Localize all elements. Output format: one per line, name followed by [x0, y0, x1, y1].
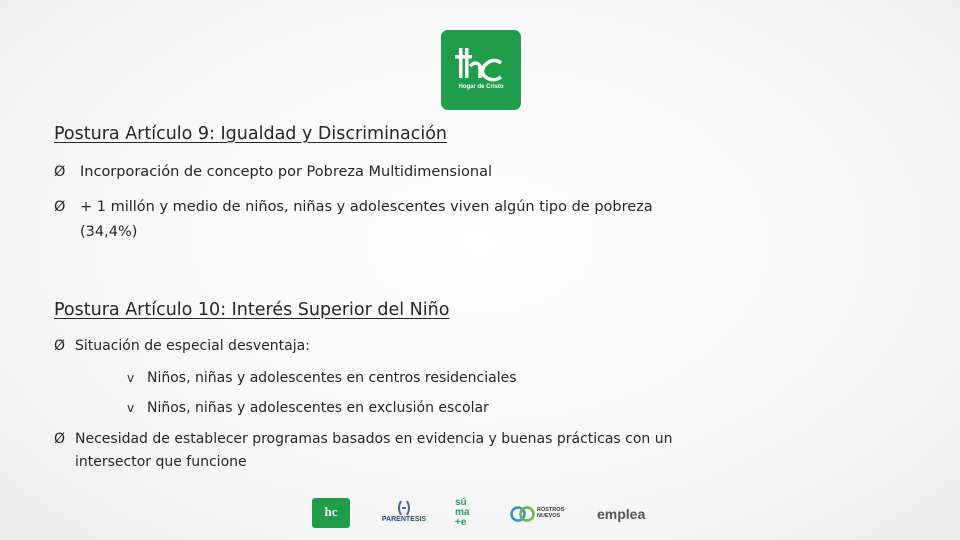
section1-bullet-2 [54, 195, 653, 219]
section2-bullet-2 [54, 427, 673, 451]
footer-logo-hogar-de-cristo: hc [312, 498, 350, 528]
section2-subbullet-1 [127, 366, 517, 390]
footer-logo-emplea: emplea [597, 506, 646, 522]
arrow-bullet-icon: Ø [54, 431, 66, 447]
arrow-bullet-icon: Ø [54, 338, 66, 354]
bullet-text: Niños, niñas y adolescentes en centros residenciales [147, 370, 517, 386]
section2-subbullet-2 [127, 396, 489, 420]
footer-logo-rostros-nuevos: ROSTROS NUEVOS [510, 503, 572, 525]
section1-bullet-2-cont: (34,4%) [80, 224, 138, 240]
logo-caption: Hogar de Cristo [458, 84, 504, 90]
hogar-de-cristo-logo [441, 30, 521, 110]
rostros-nuevos-rings-icon [510, 505, 536, 523]
section2-bullet-2-cont: intersector que funcione [75, 454, 247, 470]
section1-heading: Postura Artículo 9: Igualdad y Discriminación [54, 124, 448, 144]
section1-bullet-1 [54, 160, 492, 184]
section2-bullet-1 [54, 334, 310, 358]
bullet-text: Necesidad de establecer programas basados en evidencia y buenas prácticas con un [75, 431, 673, 447]
arrow-bullet-icon: Ø [54, 199, 66, 215]
diamond-bullet-icon: v [127, 371, 135, 385]
diamond-bullet-icon: v [127, 401, 135, 415]
parentesis-mark-icon [396, 500, 412, 516]
bullet-text: Incorporación de concepto por Pobreza Multidimensional [80, 164, 492, 180]
bullet-text: + 1 millón y medio de niños, niñas y adolescentes viven algún tipo de pobreza [80, 199, 653, 215]
arrow-bullet-icon: Ø [54, 164, 66, 180]
section2-heading: Postura Artículo 10: Interés Superior del Niño [54, 300, 450, 320]
cross-hc-icon [441, 30, 521, 110]
bullet-text: Situación de especial desventaja: [75, 338, 310, 354]
footer-logo-sumate: sú ma +e [455, 497, 470, 528]
footer-logo-parentesis: PARENTESIS [377, 500, 431, 530]
bullet-text: Niños, niñas y adolescentes en exclusión escolar [147, 400, 489, 416]
